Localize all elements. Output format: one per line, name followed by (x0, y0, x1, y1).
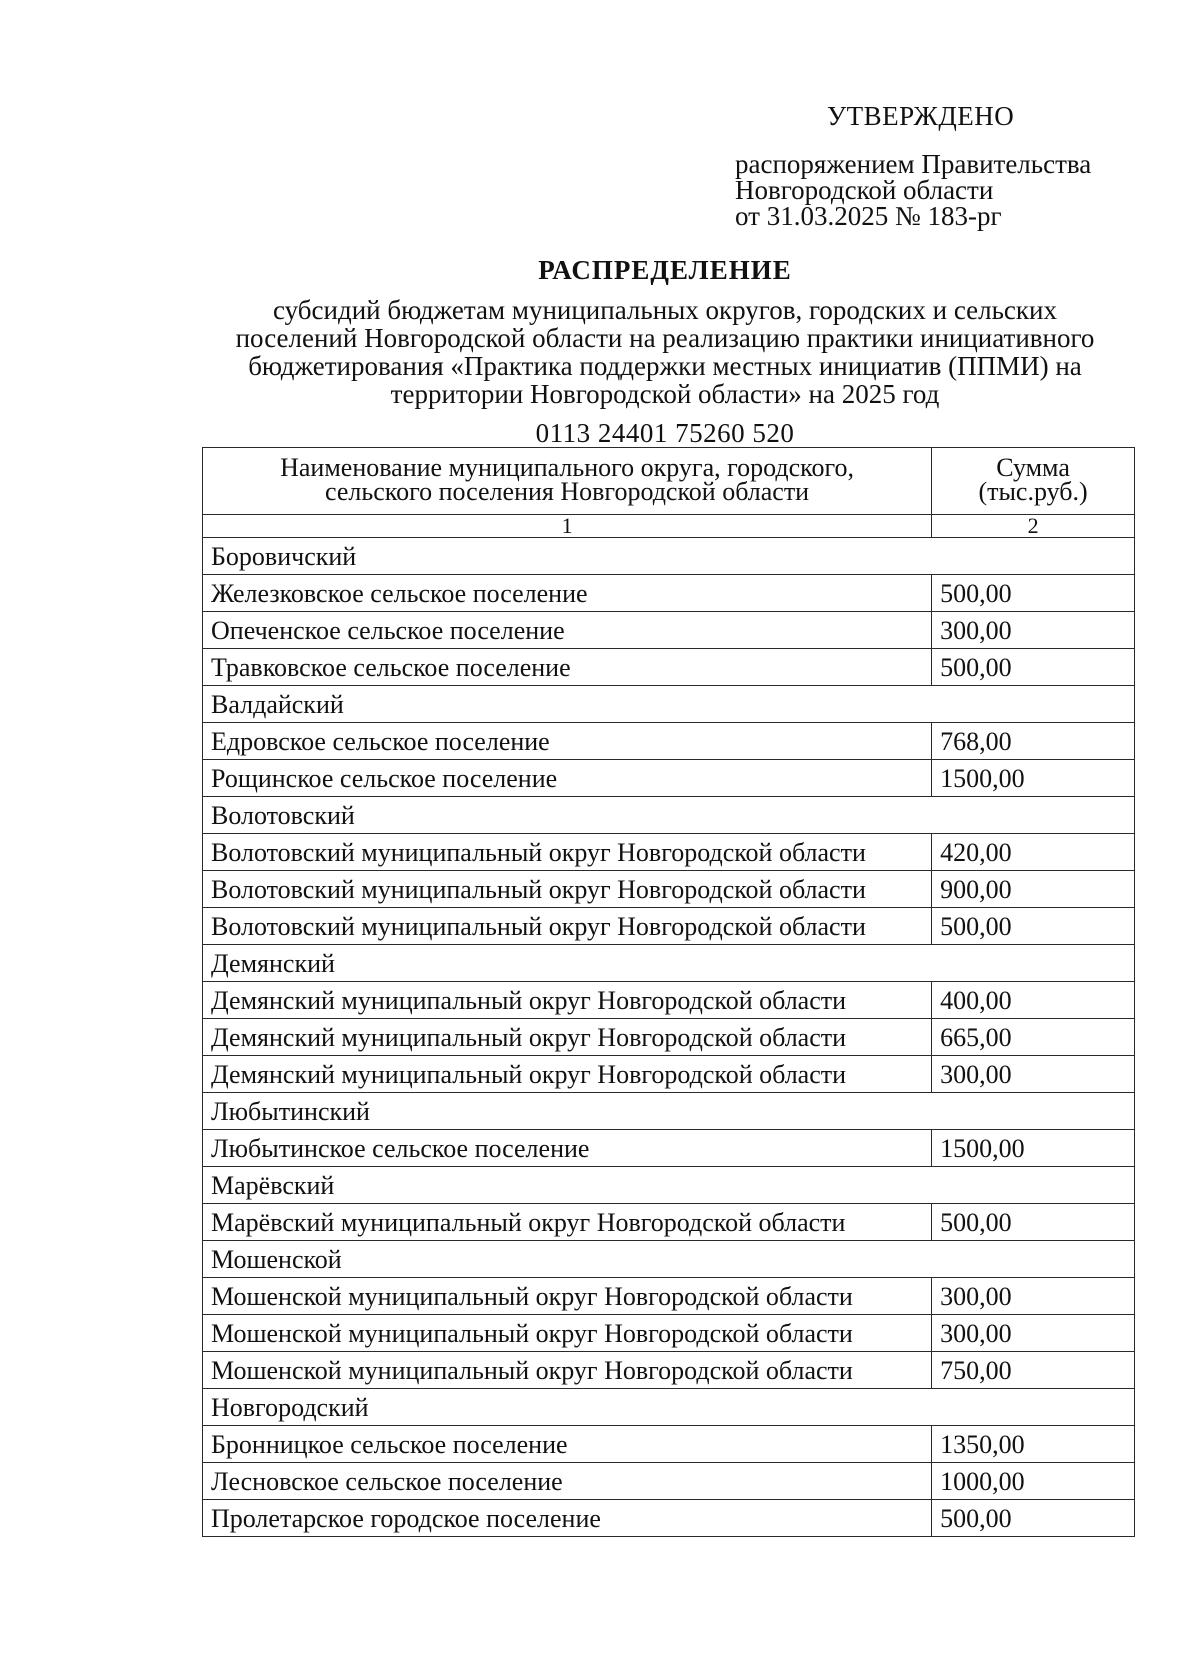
table-row (203, 1204, 1135, 1241)
table-row (203, 1019, 1135, 1056)
column-header-name (203, 448, 932, 515)
group-name: Новгородский (203, 1389, 1135, 1426)
amount-value: 300,00 (932, 1056, 1135, 1093)
approval-line-3: от 31.03.2025 № 183-рг (735, 201, 1002, 231)
group-row (203, 538, 1135, 575)
header-line: (тыс.руб.) (978, 477, 1088, 506)
recipient-name: Демянский муниципальный округ Новгородской области (203, 1019, 932, 1056)
recipient-name: Волотовский муниципальный округ Новгородской области (203, 871, 932, 908)
recipient-name: Лесновское сельское поселение (203, 1463, 932, 1500)
table-header-row (203, 448, 1135, 515)
group-name: Валдайский (203, 686, 1135, 723)
group-name: Мошенской (203, 1241, 1135, 1278)
group-row (203, 686, 1135, 723)
recipient-name: Опеченское сельское поселение (203, 612, 932, 649)
recipient-name: Едровское сельское поселение (203, 723, 932, 760)
table-row (203, 1278, 1135, 1315)
recipient-name: Бронницкое сельское поселение (203, 1426, 932, 1463)
document-title: РАСПРЕДЕЛЕНИЕ (538, 255, 792, 285)
group-row (203, 1167, 1135, 1204)
amount-value: 900,00 (932, 871, 1135, 908)
header-line: Наименование муниципального округа, городского, (280, 453, 855, 482)
amount-value: 1350,00 (932, 1426, 1135, 1463)
recipient-name: Мошенской муниципальный округ Новгородской области (203, 1315, 932, 1352)
subtitle-line: субсидий бюджетам муниципальных округов, городских и сельских (273, 295, 1057, 325)
table-row (203, 1426, 1135, 1463)
recipient-name: Любытинское сельское поселение (203, 1130, 932, 1167)
amount-value: 768,00 (932, 723, 1135, 760)
amount-value: 420,00 (932, 834, 1135, 871)
approval-line-1: распоряжением Правительства (735, 149, 1092, 179)
recipient-name: Демянский муниципальный округ Новгородской области (203, 982, 932, 1019)
header-line: Сумма (996, 453, 1070, 482)
subtitle-line: территории Новгородской области» на 2025 год (390, 379, 940, 409)
column-number: 1 (203, 515, 932, 538)
subtitle-line: поселений Новгородской области на реализацию практики инициативного (235, 323, 1095, 353)
table-row (203, 1056, 1135, 1093)
recipient-name: Рощинское сельское поселение (203, 760, 932, 797)
table-row (203, 871, 1135, 908)
amount-value: 500,00 (932, 575, 1135, 612)
group-name: Марёвский (203, 1167, 1135, 1204)
group-name: Демянский (203, 945, 1135, 982)
amount-value: 1000,00 (932, 1463, 1135, 1500)
table-row (203, 908, 1135, 945)
table-row (203, 834, 1135, 871)
table-row (203, 1315, 1135, 1352)
amount-value: 400,00 (932, 982, 1135, 1019)
amount-value: 300,00 (932, 1315, 1135, 1352)
approval-block (735, 103, 1135, 229)
column-number-row (203, 515, 1135, 538)
table-body (203, 538, 1135, 1537)
amount-value: 500,00 (932, 1204, 1135, 1241)
recipient-name: Железковское сельское поселение (203, 575, 932, 612)
budget-code: 0113 24401 75260 520 (535, 418, 795, 448)
document-subtitle (195, 296, 1135, 408)
table-row (203, 649, 1135, 686)
distribution-table (202, 447, 1135, 1537)
subtitle-line: бюджетирования «Практика поддержки местных инициатив (ППМИ) на (248, 351, 1082, 381)
recipient-name: Мошенской муниципальный округ Новгородской области (203, 1278, 932, 1315)
document-heading (195, 255, 1135, 449)
amount-value: 500,00 (932, 1500, 1135, 1537)
recipient-name: Волотовский муниципальный округ Новгородской области (203, 834, 932, 871)
recipient-name: Волотовский муниципальный округ Новгородской области (203, 908, 932, 945)
table-row (203, 612, 1135, 649)
recipient-name: Марёвский муниципальный округ Новгородской области (203, 1204, 932, 1241)
amount-value: 665,00 (932, 1019, 1135, 1056)
table-row (203, 1463, 1135, 1500)
amount-value: 750,00 (932, 1352, 1135, 1389)
group-name: Волотовский (203, 797, 1135, 834)
recipient-name: Травковское сельское поселение (203, 649, 932, 686)
amount-value: 300,00 (932, 1278, 1135, 1315)
table-row (203, 1352, 1135, 1389)
group-row (203, 945, 1135, 982)
table-row (203, 1500, 1135, 1537)
table-row (203, 760, 1135, 797)
group-name: Боровичский (203, 538, 1135, 575)
recipient-name: Пролетарское городское поселение (203, 1500, 932, 1537)
group-name: Любытинский (203, 1093, 1135, 1130)
approval-stamp: УТВЕРЖДЕНО (827, 101, 1015, 131)
table-row (203, 1130, 1135, 1167)
amount-value: 500,00 (932, 908, 1135, 945)
recipient-name: Мошенской муниципальный округ Новгородской области (203, 1352, 932, 1389)
column-number: 2 (932, 515, 1135, 538)
table-row (203, 723, 1135, 760)
group-row (203, 797, 1135, 834)
amount-value: 500,00 (932, 649, 1135, 686)
amount-value: 1500,00 (932, 1130, 1135, 1167)
group-row (203, 1241, 1135, 1278)
group-row (203, 1093, 1135, 1130)
amount-value: 300,00 (932, 612, 1135, 649)
group-row (203, 1389, 1135, 1426)
table-row (203, 982, 1135, 1019)
approval-line-2: Новгородской области (735, 175, 994, 205)
table-row (203, 575, 1135, 612)
column-header-amount (932, 448, 1135, 515)
header-line: сельского поселения Новгородской области (325, 477, 810, 506)
recipient-name: Демянский муниципальный округ Новгородской области (203, 1056, 932, 1093)
amount-value: 1500,00 (932, 760, 1135, 797)
